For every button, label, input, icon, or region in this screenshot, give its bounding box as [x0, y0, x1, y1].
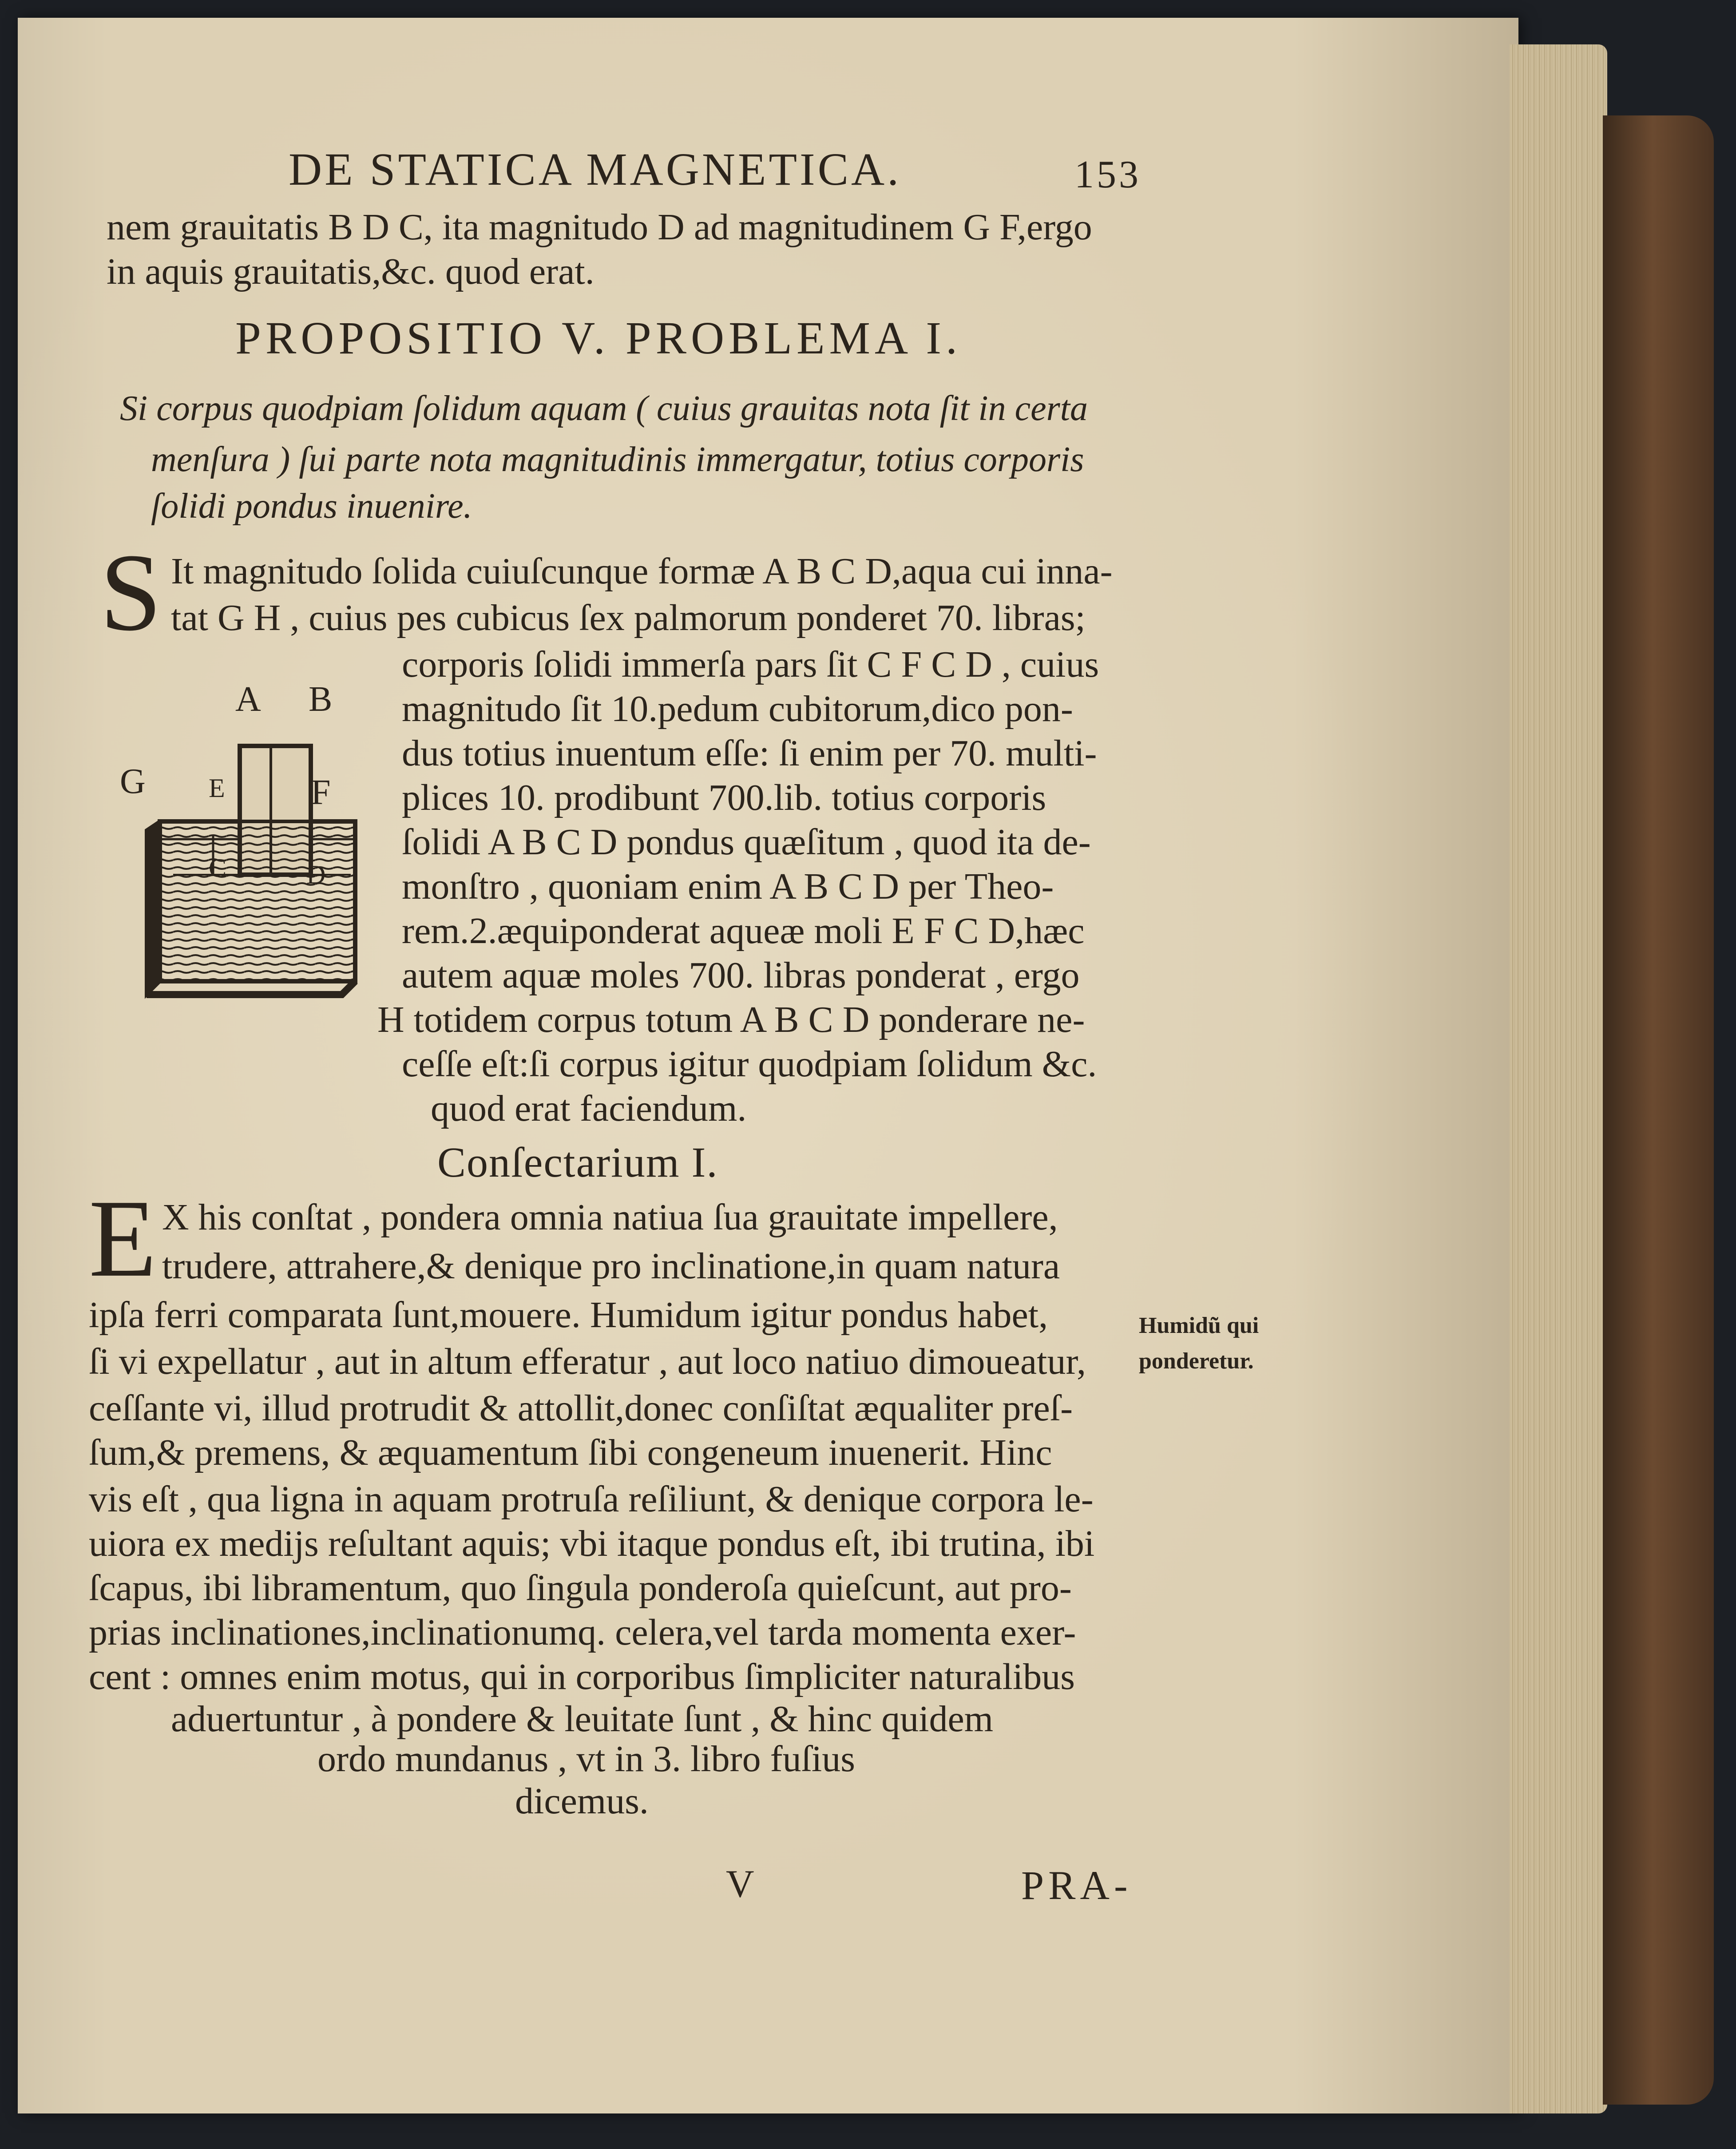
consectarium-line: ſum,& premens, & æquamentum ſibi congeneum inuenerit. Hinc: [89, 1432, 1052, 1473]
solution-line: tat G H , cuius pes cubicus ſex palmorum ponderet 70. libras;: [171, 597, 1086, 638]
solution-line: ſolidi A B C D pondus quæſitum , quod ita de-: [402, 821, 1091, 863]
book-cover: [1603, 115, 1714, 2105]
figure-label: B: [309, 680, 333, 719]
solution-line: dus totius inuentum eſſe: ſi enim per 70. multi-: [402, 733, 1097, 774]
consectarium-line: uiora ex medijs reſultant aquis; vbi itaque pondus eſt, ibi trutina, ibi: [89, 1523, 1095, 1564]
margin-note: ponderetur.: [1139, 1348, 1254, 1374]
consectarium-line: aduertuntur , à pondere & leuitate ſunt , & hinc quidem: [171, 1698, 994, 1740]
drop-cap: E: [89, 1177, 157, 1300]
text-line: in aquis grauitatis,&c. quod erat.: [107, 251, 595, 292]
page-number: 153: [1074, 153, 1141, 196]
consectarium-line: ceſſante vi, illud protrudit & attollit,donec conſiſtat æqualiter preſ-: [89, 1388, 1073, 1429]
margin-note: Humidũ qui: [1139, 1313, 1259, 1338]
solution-line: autem aquæ moles 700. libras ponderat , ergo: [402, 955, 1080, 996]
page-edges: [1510, 44, 1607, 2113]
proposition-heading: PROPOSITIO V. PROBLEMA I.: [235, 313, 962, 364]
solution-line: monſtro , quoniam enim A B C D per Theo-: [402, 866, 1054, 907]
vessel-figure: [120, 728, 391, 1008]
consectarium-line: trudere, attrahere,& denique pro inclinatione,in quam natura: [162, 1245, 1060, 1287]
solution-line: H totidem corpus totum A B C D ponderare ne-: [377, 999, 1085, 1040]
consectarium-line: ſcapus, ibi libramentum, quo ſingula ponderoſa quieſcunt, aut pro-: [89, 1567, 1072, 1609]
enunciation-line: Si corpus quodpiam ſolidum aquam ( cuius grauitas nota ſit in certa: [120, 389, 1088, 428]
consectarium-line: dicemus.: [515, 1780, 649, 1822]
enunciation-line: menſura ) ſui parte nota magnitudinis immergatur, totius corporis: [151, 440, 1084, 479]
solution-line: ceſſe eſt:ſi corpus igitur quodpiam ſolidum &c.: [402, 1043, 1097, 1085]
consectarium-line: ſi vi expellatur , aut in altum efferatur , aut loco natiuo dimoueatur,: [89, 1341, 1086, 1382]
consectarium-line: ordo mundanus , vt in 3. libro fuſius: [317, 1738, 855, 1780]
drop-cap: S: [100, 531, 162, 654]
figure-label: A: [235, 680, 261, 719]
running-title: DE STATICA MAGNETICA.: [289, 144, 902, 195]
consectarium-line: vis eſt , qua ligna in aquam protruſa reſiliunt, & denique corpora le-: [89, 1479, 1094, 1520]
figure-label: F: [311, 773, 331, 812]
signature-mark: V: [726, 1863, 754, 1906]
figure-label: E: [209, 773, 225, 803]
solution-line: quod erat faciendum.: [431, 1088, 747, 1129]
solution-line: It magnitudo ſolida cuiuſcunque formæ A B C D,aqua cui inna-: [171, 551, 1113, 592]
immersed-part: [240, 821, 311, 875]
consectarium-line: prias inclinationes,inclinationumq. celera,vel tarda momenta exer-: [89, 1612, 1076, 1653]
catchword: PRA-: [1021, 1863, 1132, 1908]
consectarium-line: X his conſtat , pondera omnia natiua ſua grauitate impellere,: [162, 1197, 1058, 1238]
consectarium-line: ipſa ferri comparata ſunt,mouere. Humidum igitur pondus habet,: [89, 1294, 1048, 1336]
figure-label: G: [120, 762, 146, 801]
solution-line: corporis ſolidi immerſa pars ſit C F C D , cuius: [402, 644, 1099, 685]
solution-line: rem.2.æquiponderat aqueæ moli E F C D,hæc: [402, 910, 1085, 952]
solution-line: magnitudo ſit 10.pedum cubitorum,dico pon-: [402, 688, 1073, 730]
enunciation-line: ſolidi pondus inuenire.: [151, 487, 472, 526]
consectarium-heading: Conſectarium I.: [437, 1138, 718, 1186]
consectarium-line: cent : omnes enim motus, qui in corporibus ſimpliciter naturalibus: [89, 1656, 1075, 1697]
solution-line: plices 10. prodibunt 700.lib. totius corporis: [402, 777, 1046, 818]
vessel-side: [147, 821, 160, 995]
text-line: nem grauitatis B D C, ita magnitudo D ad magnitudinem G F,ergo: [107, 206, 1092, 248]
